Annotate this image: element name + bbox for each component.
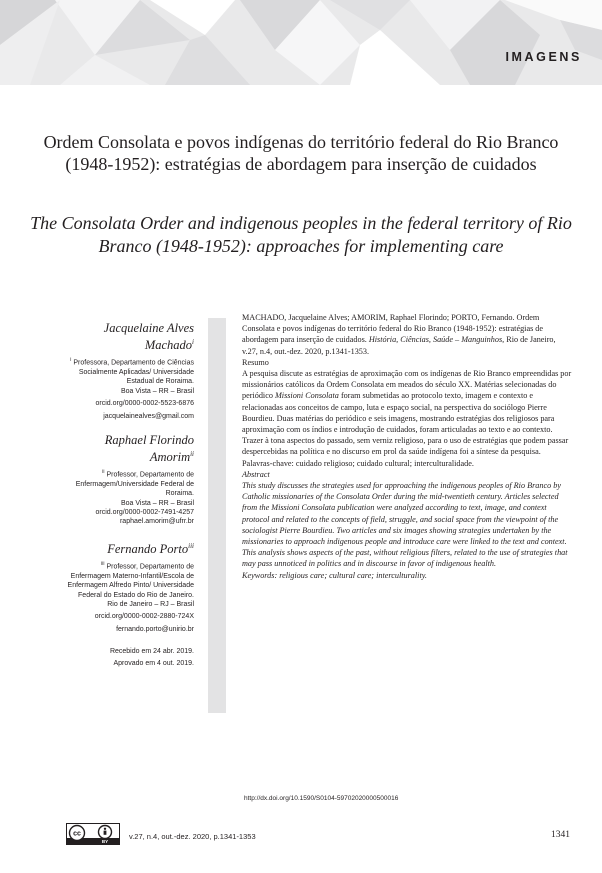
approved-date: Aprovado em 4 out. 2019. <box>113 659 194 667</box>
resumo-keywords: Palavras-chave: cuidado religioso; cuidado cultural; interculturalidade. <box>242 458 474 468</box>
submission-dates <box>60 646 194 669</box>
citation <box>242 312 572 357</box>
author-name <box>60 433 194 464</box>
cc-license-badge[interactable] <box>66 823 120 845</box>
page-number: 1341 <box>551 830 570 840</box>
resumo-text <box>242 368 572 458</box>
author-sup: iii <box>188 541 194 550</box>
author-location: Boa Vista – RR – Brasil <box>120 387 194 395</box>
citation-journal: História, Ciências, Saúde – Manguinhos, <box>368 335 505 345</box>
authors-column <box>60 321 194 669</box>
author-affiliation: Professor, Departamento de Enfermagem Materno-Infantil/Escola de Enfermagem Alfredo Pinto/ Universidade Federal do Estado do Rio de Janeiro. <box>67 563 194 599</box>
resumo-periodical: Missioni Consolata <box>274 391 339 401</box>
abstract-keywords: Keywords: religious care; cultural care; interculturality. <box>242 570 427 580</box>
resumo-text-b: foram submetidas ao protocolo texto, imagem e contexto e relacionadas aos conceitos de campo, luta e espaço social, na perspectiva do sociólogo Pierre Bourdieu. Duas matérias do periódico e seis imagens, mostrando estratégias dos religiosos para aproximação com os índios e introdução de cuidados, foram articuladas ao texto e ao contexto. Trazer à tona aspectos do passado, sem verniz religioso, para o uso de estratégias que podem passar despercebidas na política e no discurso em prol da saúde indígena foi a síntese da pesquisa. <box>242 391 569 457</box>
citation-text: MACHADO, Jacquelaine Alves; AMORIM, Raphael Florindo; PORTO, Fernando. Ordem Consolata e povos indígenas do território federal do Rio Branco (1948-1952): estratégias de abordagem para inserção de cuidados. <box>242 313 544 345</box>
resumo-text-a: A pesquisa discute as estratégias de aproximação com os indígenas de Rio Branco empreendidas por missionários católicos da Ordem Consolata em meados do século XX. Matérias selecionadas do periódico <box>242 369 572 401</box>
author-name-line: Jacquelaine Alves <box>103 321 194 335</box>
author-info <box>60 560 194 634</box>
affiliation-sup: iii <box>101 561 105 567</box>
svg-text:cc: cc <box>73 830 81 838</box>
author-info <box>60 356 194 421</box>
author-orcid[interactable]: orcid.org/0000-0002-5523-6876 <box>95 400 194 408</box>
author-name <box>60 321 194 352</box>
footer-reference: v.27, n.4, out.-dez. 2020, p.1341-1353 <box>129 832 256 841</box>
author-block <box>60 539 194 634</box>
author-email[interactable]: raphael.amorim@ufrr.br <box>119 518 194 526</box>
author-name-line: Amorim <box>149 450 191 465</box>
author-affiliation: Professor, Departamento de Enfermagem/Universidade Federal de Roraima. <box>75 471 194 498</box>
title-portuguese: Ordem Consolata e povos indígenas do território federal do Rio Branco (1948-1952): estratégias de abordagem para inserção de cuidados <box>43 132 559 174</box>
banner-pattern <box>0 0 602 85</box>
author-name <box>60 539 194 556</box>
resumo-heading: Resumo <box>242 357 269 367</box>
cc-by-icon <box>67 824 119 844</box>
author-location: Boa Vista – RR – Brasil <box>120 499 194 507</box>
title-english: The Consolata Order and indigenous peoples in the federal territory of Rio Branco (1948-1952): approaches for implementing care <box>30 213 572 256</box>
author-block <box>60 321 194 421</box>
citation-details: Rio de Janeiro, v.27, n.4, out.-dez. 2020, p.1341-1353. <box>242 335 556 356</box>
author-orcid[interactable]: orcid.org/0000-0002-2880-724X <box>94 613 194 621</box>
affiliation-sup: ii <box>102 469 105 476</box>
section-label: IMAGENS <box>505 50 582 64</box>
header-banner <box>0 0 602 85</box>
main-column <box>242 312 572 581</box>
author-affiliation: Professora, Departamento de Ciências Socialmente Aplicadas/ Universidade Estadual de Roraima. <box>73 359 194 386</box>
author-email[interactable]: jacquelainealves@gmail.com <box>103 412 194 420</box>
doi-link[interactable]: http://dx.doi.org/10.1590/S0104-59702020000500016 <box>244 795 399 802</box>
author-sup: i <box>192 338 194 346</box>
abstract-text: This study discusses the strategies used for approaching the indigenous peoples of Rio Branco by Catholic missionaries of the Consolata Order during the mid-twentieth century. Articles selected from the Missioni Consolata publication were analyzed according to text, image, and context protocol and related to the concepts of field, struggle, and social space from the viewpoint of the sociologist Pierre Bourdieu. Two articles and six images showing strategies undertaken by the missionaries to approach indigenous people and introduce care were linked to the text and context. This analysis shows aspects of the past, without religious filters, related to the use of strategies that may pass unnoticed in politics and in discourse in favor of indigenous health. <box>242 481 568 569</box>
author-block <box>60 433 194 527</box>
affiliation-sup: i <box>70 357 72 364</box>
author-info <box>60 468 194 527</box>
author-name-line: Machado <box>144 338 193 353</box>
author-email[interactable]: fernando.porto@unirio.br <box>116 625 194 633</box>
author-location: Rio de Janeiro – RJ – Brasil <box>107 600 194 608</box>
author-name-line: Fernando Porto <box>107 542 189 556</box>
author-sup: ii <box>190 449 194 458</box>
column-divider <box>208 318 226 713</box>
author-name-line: Raphael Florindo <box>104 432 194 447</box>
svg-text:BY: BY <box>101 839 109 844</box>
received-date: Recebido em 24 abr. 2019. <box>109 648 194 656</box>
abstract-heading: Abstract <box>242 469 270 479</box>
author-orcid[interactable]: orcid.org/0000-0002-7491-4257 <box>95 509 194 517</box>
